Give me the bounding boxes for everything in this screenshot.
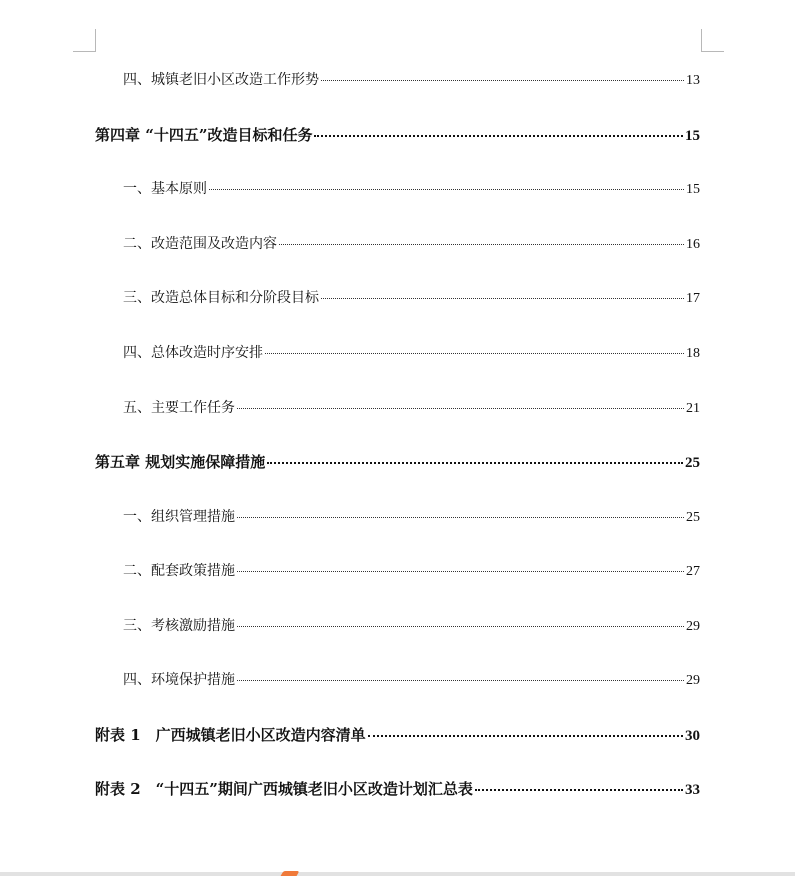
toc-entry[interactable] bbox=[123, 342, 700, 362]
toc-dot-leader bbox=[237, 571, 684, 572]
toc-entry[interactable] bbox=[123, 287, 700, 307]
toc-entry-title: 三、改造总体目标和分阶段目标 bbox=[123, 290, 319, 306]
toc-dot-leader bbox=[267, 462, 683, 464]
toc-entry[interactable] bbox=[123, 669, 700, 689]
toc-entry-chapter[interactable] bbox=[95, 451, 700, 471]
toc-entry-title: 四、总体改造时序安排 bbox=[123, 345, 263, 361]
toc-dot-leader bbox=[321, 298, 684, 299]
toc-page-number: 25 bbox=[685, 455, 700, 471]
margin-corner-mark-top-left bbox=[73, 29, 96, 52]
toc-page-number: 21 bbox=[686, 401, 700, 416]
toc-entry[interactable] bbox=[123, 506, 700, 526]
toc-entry-title: 附表 1 广西城镇老旧小区改造内容清单 bbox=[95, 726, 366, 744]
toc-entry-title: 四、城镇老旧小区改造工作形势 bbox=[123, 72, 319, 88]
toc-page-number: 25 bbox=[686, 510, 700, 525]
toc-entry-title: 三、考核激励措施 bbox=[123, 618, 235, 634]
toc-entry[interactable] bbox=[123, 69, 700, 89]
toc-dot-leader bbox=[237, 680, 684, 681]
margin-corner-mark-top-right bbox=[701, 29, 724, 52]
toc-entry-appendix[interactable] bbox=[95, 724, 700, 744]
toc-dot-leader bbox=[279, 244, 684, 245]
toc-page-number: 13 bbox=[686, 73, 700, 88]
toc-entry-title: 四、环境保护措施 bbox=[123, 672, 235, 688]
toc-entry-title: 第五章 规划实施保障措施 bbox=[95, 453, 266, 471]
toc-dot-leader bbox=[265, 353, 684, 354]
toc-page-number: 15 bbox=[685, 128, 700, 144]
toc-page-number: 27 bbox=[686, 564, 700, 579]
toc-dot-leader bbox=[321, 80, 684, 81]
toc-entry[interactable] bbox=[123, 397, 700, 417]
toc-dot-leader bbox=[475, 789, 683, 791]
toc-dot-leader bbox=[237, 626, 684, 627]
toc-entry-title: 五、主要工作任务 bbox=[123, 400, 235, 416]
toc-page-number: 30 bbox=[685, 728, 700, 744]
toc-dot-leader bbox=[314, 135, 683, 137]
toc-entry[interactable] bbox=[123, 615, 700, 635]
toc-dot-leader bbox=[209, 189, 684, 190]
page-gap-strip bbox=[0, 872, 795, 876]
toc-entry-title: 一、基本原则 bbox=[123, 181, 207, 197]
toc-page-number: 33 bbox=[685, 782, 700, 798]
scroll-indicator-icon bbox=[281, 871, 300, 876]
toc-entry-title: 二、配套政策措施 bbox=[123, 563, 235, 579]
toc-entry-title: 第四章 “十四五”改造目标和任务 bbox=[95, 126, 313, 144]
toc-page-number: 17 bbox=[686, 291, 700, 306]
toc-page-number: 18 bbox=[686, 346, 700, 361]
toc-entry-chapter[interactable] bbox=[95, 124, 700, 144]
toc-entry-title: 二、改造范围及改造内容 bbox=[123, 236, 277, 252]
toc-entry-title: 一、组织管理措施 bbox=[123, 509, 235, 525]
toc-entry[interactable] bbox=[123, 178, 700, 198]
toc-page-number: 15 bbox=[686, 182, 700, 197]
toc-entry[interactable] bbox=[123, 560, 700, 580]
toc-entry-appendix[interactable] bbox=[95, 778, 700, 798]
toc-dot-leader bbox=[368, 735, 683, 737]
toc-page-number: 29 bbox=[686, 673, 700, 688]
toc-page-number: 29 bbox=[686, 619, 700, 634]
toc-dot-leader bbox=[237, 517, 684, 518]
toc-page-number: 16 bbox=[686, 237, 700, 252]
toc-entry[interactable] bbox=[123, 233, 700, 253]
toc-dot-leader bbox=[237, 408, 684, 409]
toc-entry-title: 附表 2 “十四五”期间广西城镇老旧小区改造计划汇总表 bbox=[95, 780, 473, 798]
